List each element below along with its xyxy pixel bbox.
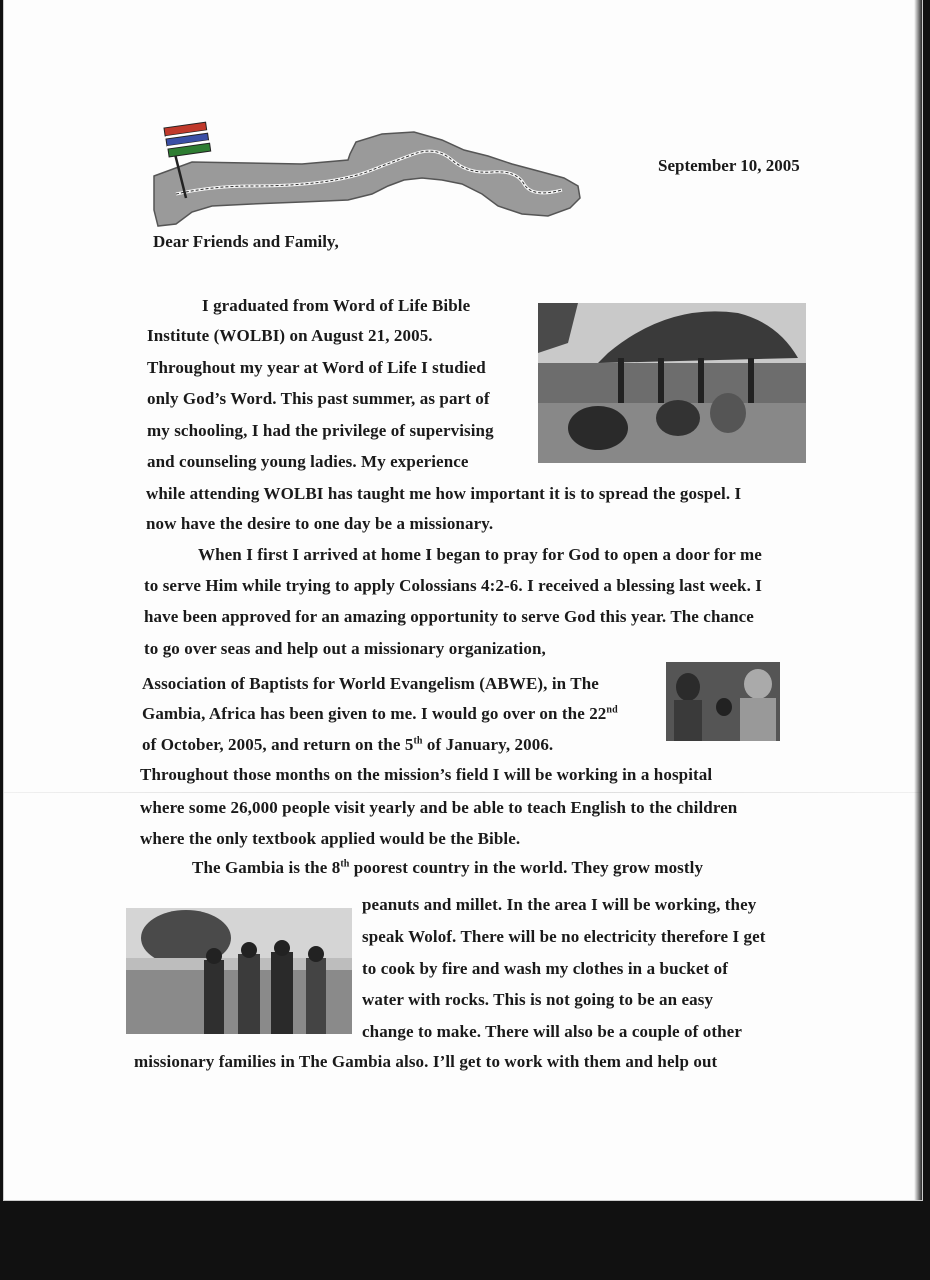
para1-line: my schooling, I had the privilege of supervising	[147, 421, 494, 440]
village-hut-gathering-photo	[538, 303, 806, 463]
para2-line: to serve Him while trying to apply Colossians 4:2-6. I received a blessing last week. I	[144, 576, 763, 595]
para2-line: have been approved for an amazing opportunity to serve God this year. The chance	[144, 607, 754, 626]
para3-line: water with rocks. This is not going to be an easy	[362, 990, 714, 1009]
para2-line: When I first I arrived at home I began to pray for God to open a door for me	[198, 545, 762, 564]
para2-line: of October, 2005, and return on the 5th of January, 2006.	[142, 735, 554, 754]
para3-line: to cook by fire and wash my clothes in a bucket of	[362, 959, 728, 978]
para2-line: Association of Baptists for World Evangelism (ABWE), in The	[142, 674, 599, 693]
para3-line: change to make. There will also be a couple of other	[362, 1022, 742, 1041]
para3-line: peanuts and millet. In the area I will be working, they	[362, 895, 757, 914]
para1-line: Throughout my year at Word of Life I studied	[147, 358, 486, 377]
para1-line: Institute (WOLBI) on August 21, 2005.	[147, 326, 433, 345]
group-by-river-photo	[126, 908, 352, 1034]
letter-date: September 10, 2005	[658, 156, 800, 175]
para2-line: Throughout those months on the mission’s field I will be working in a hospital	[140, 765, 713, 784]
para1-line: now have the desire to one day be a missionary.	[146, 514, 494, 533]
para1-line: I graduated from Word of Life Bible	[202, 296, 471, 315]
para2-line: Gambia, Africa has been given to me. I would go over on the 22nd	[142, 704, 618, 723]
para3-line: missionary families in The Gambia also. I’ll get to work with them and help out	[134, 1052, 718, 1071]
gambia-map-with-flag	[152, 120, 584, 236]
para3-line: The Gambia is the 8th poorest country in the world. They grow mostly	[192, 858, 704, 877]
para2-line: to go over seas and help out a missionary organization,	[144, 639, 546, 658]
letter-greeting: Dear Friends and Family,	[153, 232, 339, 251]
para1-line: only God’s Word. This past summer, as part of	[147, 389, 490, 408]
para1-line: while attending WOLBI has taught me how important it is to spread the gospel. I	[146, 484, 742, 503]
fold-crease	[4, 792, 922, 793]
para3-line: speak Wolof. There will be no electricity therefore I get	[362, 927, 766, 946]
letter-page	[4, 0, 922, 1200]
para1-line: and counseling young ladies. My experience	[147, 452, 469, 471]
page-edge-shadow	[914, 0, 922, 1200]
children-portrait-photo	[666, 662, 780, 741]
para2-line: where the only textbook applied would be the Bible.	[140, 829, 521, 848]
para2-line: where some 26,000 people visit yearly and be able to teach English to the children	[140, 798, 738, 817]
